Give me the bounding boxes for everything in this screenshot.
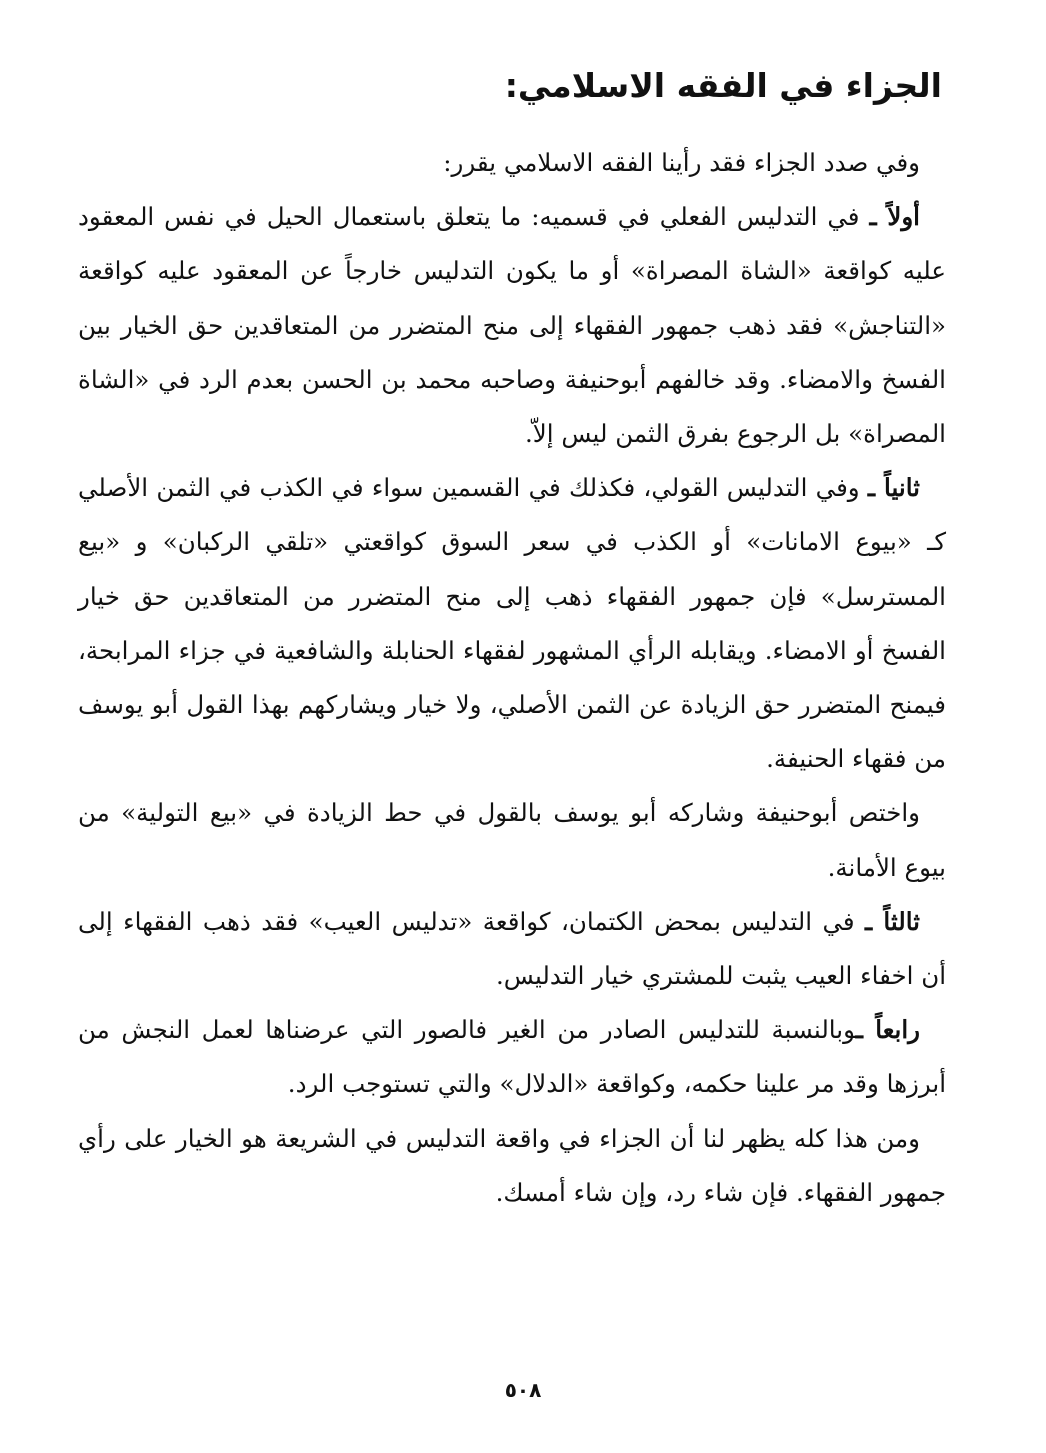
paragraph-abu-hanifa: [78, 786, 946, 894]
paragraph-text: واختص أبوحنيفة وشاركه أبو يوسف بالقول في حط الزيادة في «بيع التولية» من بيوع الأمانة.: [78, 798, 946, 882]
paragraph-text: وفي التدليس القولي، فكذلك في القسمين سواء في الكذب في الثمن الأصلي كـ «بيوع الامانات» أو الكذب في سعر السوق كواقعتي «تلقي الركبان» و «بيع المسترسل» فإن جمهور الفقهاء ذهب إلى منح المتضرر من المتعاقدين حق خيار الفسخ أو الامضاء. ويقابله الرأي المشهور لفقهاء الحنابلة والشافعية في جزاء المرابحة، فيمنح المتضرر حق الزيادة عن الثمن الأصلي، ولا خيار ويشاركهم بهذا القول أبو يوسف من فقهاء الحنيفة.: [78, 473, 947, 774]
paragraph-lead: أولاً ـ: [869, 202, 920, 232]
paragraph-fourth: [78, 1003, 946, 1111]
paragraph-text: وبالنسبة للتدليس الصادر من الغير فالصور التي عرضناها لعمل النجش من أبرزها وقد مر علينا حكمه، وكواقعة «الدلال» والتي تستوجب الرد.: [78, 1015, 946, 1099]
page-body: [78, 60, 946, 1220]
page-number: ٥٠٨: [504, 1378, 542, 1402]
paragraph-lead: رابعاً ـ: [855, 1015, 920, 1045]
intro-paragraph: وفي صدد الجزاء فقد رأينا الفقه الاسلامي يقرر:: [443, 148, 920, 177]
paragraph-text: في التدليس بمحض الكتمان، كواقعة «تدليس العيب» فقد ذهب الفقهاء إلى أن اخفاء العيب يثبت للمشتري خيار التدليس.: [78, 906, 946, 991]
paragraph-first: [78, 190, 946, 461]
paragraph-text: في التدليس الفعلي في قسميه: ما يتعلق باستعمال الحيل في نفس المعقود عليه كواقعة «الشاة المصراة» أو ما يكون التدليس خارجاً عن المعقود عليه كواقعة «التناجش» فقد ذهب جمهور الفقهاء إلى منح المتضرر من المتعاقدين حق الخيار بين الفسخ والامضاء. وقد خالفهم أبوحنيفة وصاحبه محمد بن الحسن بعدم الرد في «الشاة المصراة» بل الرجوع بفرق الثمن ليس إلاّ.: [78, 202, 946, 449]
paragraph-third: [78, 895, 946, 1003]
page-title: الجزاء في الفقه الاسلامي:: [504, 66, 942, 105]
paragraph-conclusion: [78, 1112, 946, 1220]
paragraph-lead: ثانياً ـ: [867, 473, 921, 503]
paragraph-text: ومن هذا كله يظهر لنا أن الجزاء في واقعة التدليس في الشريعة هو الخيار على رأي جمهور الفقهاء. فإن شاء رد، وإن شاء أمسك.: [78, 1123, 946, 1207]
paragraph-second: [78, 461, 946, 786]
paragraph-lead: ثالثاً ـ: [865, 906, 920, 936]
